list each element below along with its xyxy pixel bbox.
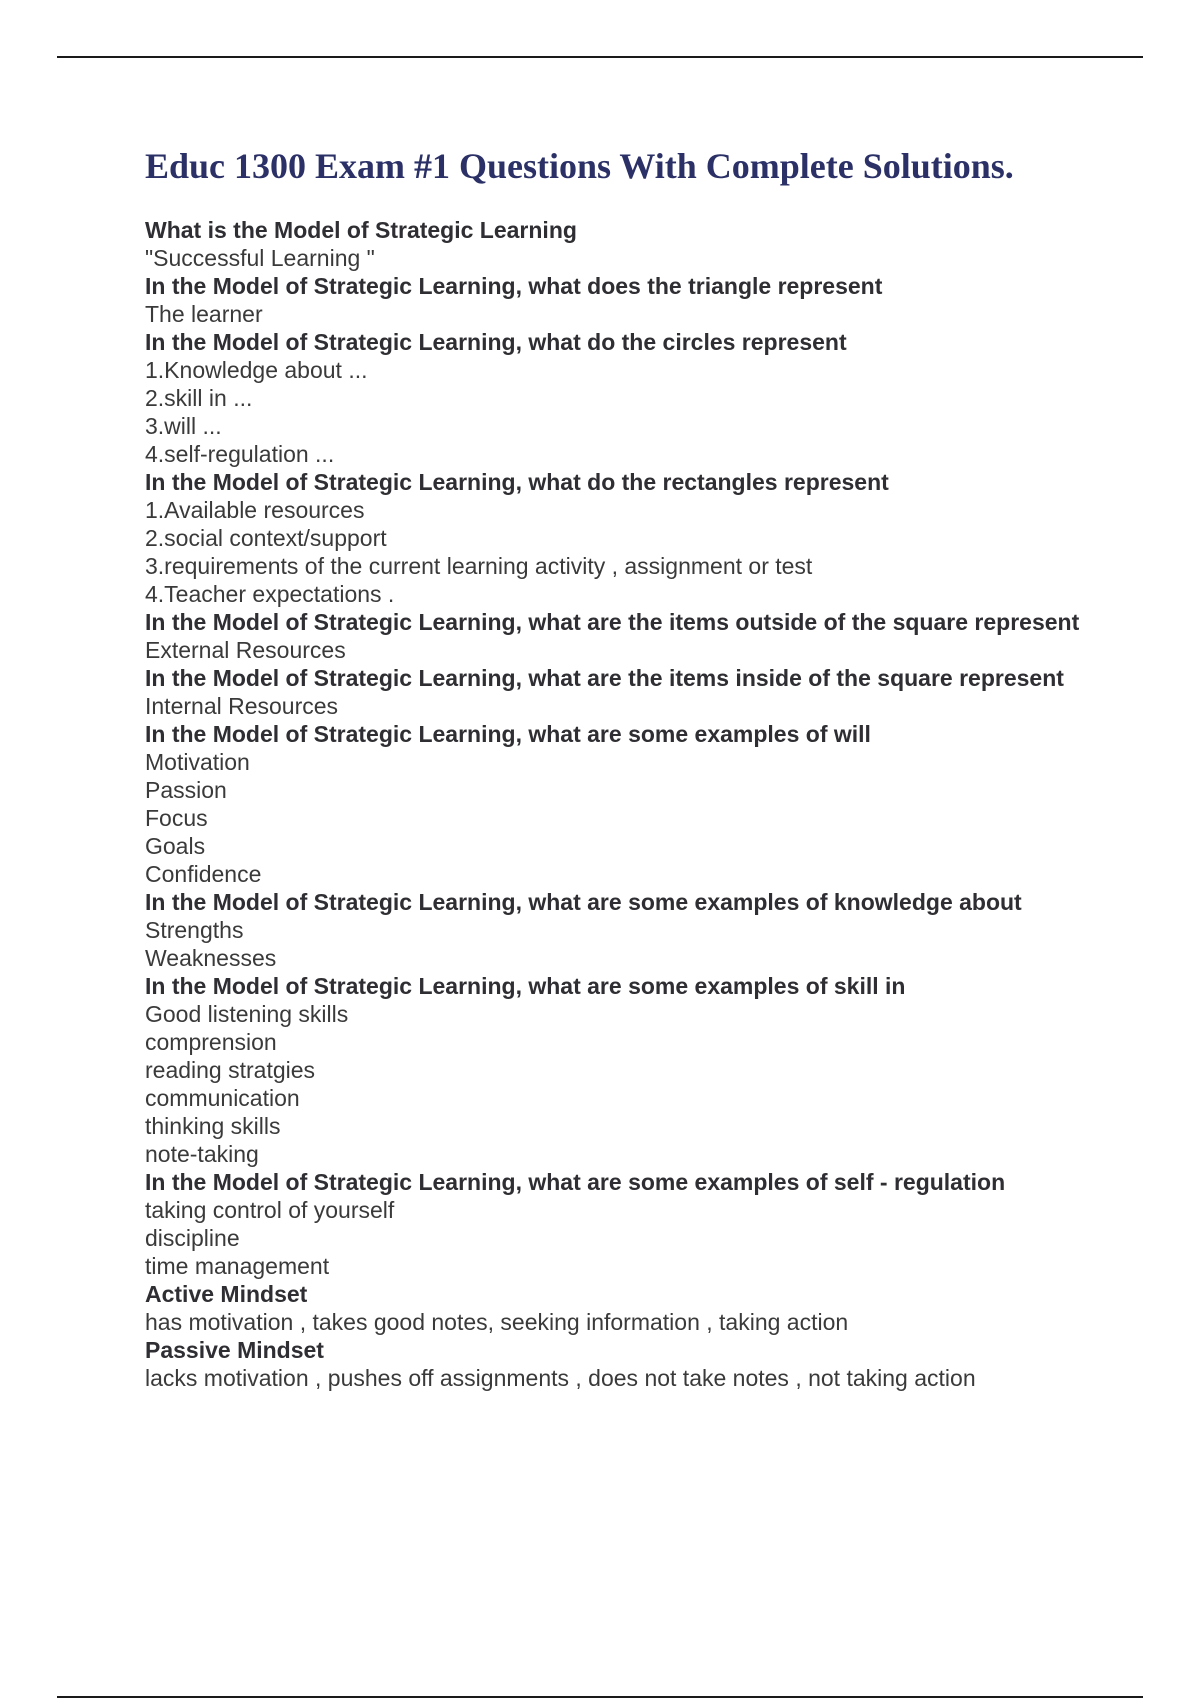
answer [145,300,1085,328]
qa-item [145,1336,1085,1392]
answer-line: has motivation , takes good notes, seeking information , taking action [145,1309,849,1335]
answer-line: Good listening skills [145,1001,349,1027]
answer-line: The learner [145,301,263,327]
qa-item [145,1168,1085,1280]
answer-line: External Resources [145,637,346,663]
answer [145,1364,1085,1392]
question: In the Model of Strategic Learning, what does the triangle represent [145,273,883,299]
answer-line: thinking skills [145,1113,281,1139]
question: In the Model of Strategic Learning, what are some examples of will [145,721,871,747]
qa-item [145,272,1085,328]
question: In the Model of Strategic Learning, what are some examples of self - regulation [145,1169,1006,1195]
answer-line: Strengths [145,917,244,943]
question: In the Model of Strategic Learning, what are the items outside of the square represent [145,609,1080,635]
answer-line: comprension [145,1029,277,1055]
qa-item [145,216,1085,272]
answer [145,244,1085,272]
answer-line: reading stratgies [145,1057,316,1083]
qa-list [145,216,1085,1392]
answer [145,636,1085,664]
qa-item [145,664,1085,720]
qa-item [145,608,1085,664]
answer-line: taking control of yourself [145,1197,395,1223]
qa-item [145,328,1085,468]
answer-line: Goals [145,833,206,859]
answer-line: note-taking [145,1141,259,1167]
answer-line: Passion [145,777,227,803]
answer-line: 2.social context/support [145,525,387,551]
answer [145,916,1085,972]
answer-line: 3.requirements of the current learning activity , assignment or test [145,553,813,579]
answer [145,748,1085,888]
answer [145,1000,1085,1168]
question: In the Model of Strategic Learning, what are some examples of skill in [145,973,906,999]
answer-line: time management [145,1253,330,1279]
answer-line: "Successful Learning " [145,245,375,271]
answer-line: Focus [145,805,208,831]
question: In the Model of Strategic Learning, what are the items inside of the square represent [145,665,1064,691]
answer-line: discipline [145,1225,240,1251]
qa-item [145,972,1085,1168]
qa-item [145,720,1085,888]
qa-item [145,468,1085,608]
question: In the Model of Strategic Learning, what are some examples of knowledge about [145,889,1022,915]
answer-line: Weaknesses [145,945,277,971]
answer [145,496,1085,608]
answer [145,1196,1085,1280]
qa-item [145,1280,1085,1336]
question: What is the Model of Strategic Learning [145,217,577,243]
answer-line: Confidence [145,861,262,887]
answer-line: 4.self-regulation ... [145,441,335,467]
page-title: Educ 1300 Exam #1 Questions With Complete Solutions. [145,146,1014,186]
question: In the Model of Strategic Learning, what do the circles represent [145,329,847,355]
answer-line: Internal Resources [145,693,339,719]
answer [145,692,1085,720]
answer [145,1308,1085,1336]
top-rule [57,56,1143,58]
answer-line: communication [145,1085,300,1111]
answer-line: lacks motivation , pushes off assignments , does not take notes , not taking action [145,1365,976,1391]
answer-line: 2.skill in ... [145,385,253,411]
question: Active Mindset [145,1281,308,1307]
bottom-rule [57,1696,1143,1698]
answer [145,356,1085,468]
qa-item [145,888,1085,972]
question: In the Model of Strategic Learning, what do the rectangles represent [145,469,889,495]
answer-line: 1.Available resources [145,497,365,523]
answer-line: 3.will ... [145,413,222,439]
answer-line: 4.Teacher expectations . [145,581,395,607]
answer-line: 1.Knowledge about ... [145,357,368,383]
question: Passive Mindset [145,1337,324,1363]
answer-line: Motivation [145,749,250,775]
